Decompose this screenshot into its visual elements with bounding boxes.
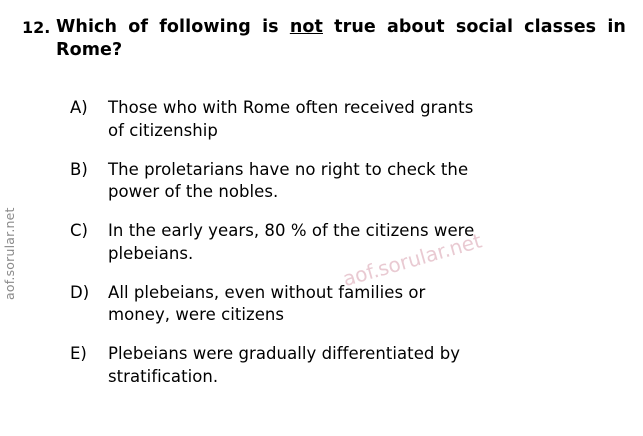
option-text — [108, 159, 626, 205]
option-d[interactable] — [70, 282, 626, 328]
option-line-1: Plebeians were gradually differentiated by — [108, 344, 461, 364]
question-text-after: true about social classes in Rome? — [56, 17, 626, 61]
question-row — [22, 16, 626, 62]
question-text-before: Which of following is — [56, 17, 290, 37]
option-letter: A) — [70, 98, 88, 117]
option-b[interactable] — [70, 159, 626, 205]
options-list — [70, 97, 626, 405]
option-text — [108, 282, 626, 328]
option-e[interactable] — [70, 343, 626, 389]
option-line-2: power of the nobles. — [108, 182, 279, 202]
diagonal-watermark: aof.sorular.net — [340, 228, 485, 292]
option-line-1: In the early years, 80 % of the citizens were — [108, 221, 475, 241]
question-underlined-word: not — [289, 17, 323, 37]
option-line-1: The proletarians have no right to check the — [108, 159, 469, 179]
option-letter: B) — [70, 159, 88, 179]
option-line-1: Those who with Rome often received grants — [108, 98, 474, 117]
option-text — [108, 343, 626, 389]
option-text — [108, 97, 626, 143]
question-block — [22, 16, 626, 62]
option-c[interactable] — [70, 220, 626, 266]
side-watermark: aof.sorular.net — [2, 207, 17, 300]
option-line-2: of citizenship — [108, 120, 218, 140]
option-line-1: All plebeians, even without families or — [108, 282, 426, 302]
option-letter: C) — [70, 221, 88, 241]
question-number: 12. — [22, 18, 51, 37]
option-line-2: money, were citizens — [108, 305, 285, 325]
question-text — [56, 16, 626, 62]
option-line-2: stratification. — [108, 366, 219, 386]
option-text — [108, 220, 626, 266]
option-a[interactable] — [70, 97, 626, 143]
option-letter: E) — [70, 344, 87, 364]
option-line-2: plebeians. — [108, 243, 194, 263]
option-letter: D) — [70, 282, 90, 302]
